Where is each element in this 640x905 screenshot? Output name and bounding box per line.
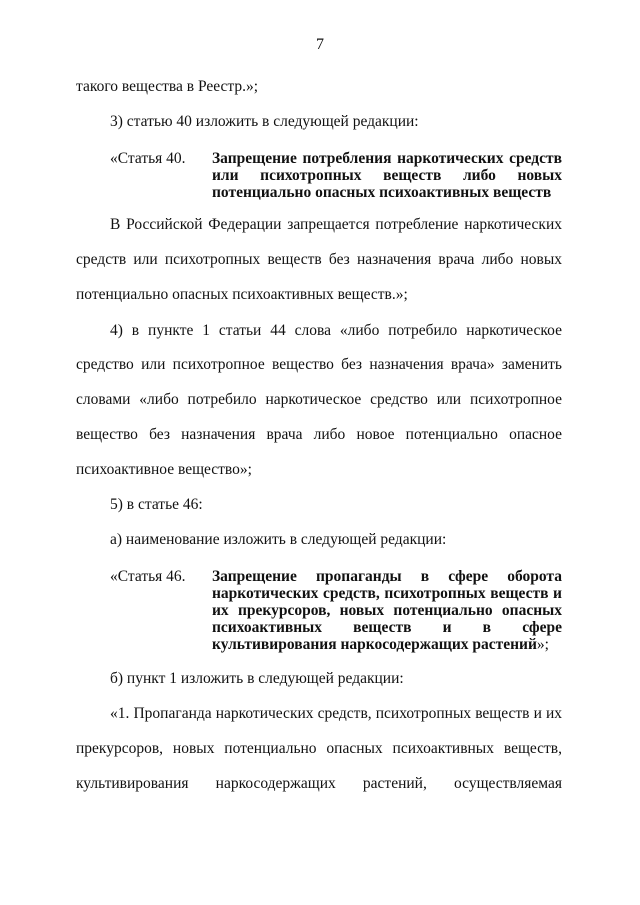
text-line: 3) статью 40 изложить в следующей редакции: (110, 113, 419, 130)
text-line: потенциально опасных психоактивных веществ.»; (76, 286, 408, 303)
heading-line: или психотропных веществ либо новых (212, 167, 562, 184)
heading-line: их прекурсоров, новых потенциально опасных (212, 602, 562, 619)
page-number: 7 (316, 36, 324, 53)
text-line: а) наименование изложить в следующей редакции: (110, 531, 447, 548)
text-line: б) пункт 1 изложить в следующей редакции: (110, 670, 404, 687)
heading-line: Запрещение пропаганды в сфере оборота (212, 568, 562, 585)
text-line: средство или психотропное вещество без назначения врача» заменить (76, 356, 562, 373)
heading-line: наркотических средств, психотропных веществ и (212, 585, 562, 602)
text-line: вещество без назначения врача либо новое потенциально опасное (76, 426, 562, 443)
text-line: средств или психотропных веществ без назначения врача либо новых (76, 251, 562, 268)
heading-line: психоактивных веществ и в сфере (212, 619, 562, 636)
text-line: прекурсоров, новых потенциально опасных психоактивных веществ, (76, 740, 562, 757)
heading-text: культивирования наркосодержащих растений (212, 636, 537, 653)
article-40-label: «Статья 40. (110, 150, 186, 167)
heading-end: »; (536, 636, 549, 653)
article-46-label: «Статья 46. (110, 568, 186, 585)
text-line: культивирования наркосодержащих растений, осуществляемая (76, 775, 562, 792)
article-40-heading (212, 150, 562, 201)
heading-line: Запрещение потребления наркотических средств (212, 150, 562, 167)
text-line: 4) в пункте 1 статьи 44 слова «либо потребило наркотическое (110, 322, 562, 339)
text-line: В Российской Федерации запрещается потребление наркотических (110, 216, 562, 233)
text-line: словами «либо потребило наркотическое средство или психотропное (76, 391, 562, 408)
text-line: такого вещества в Реестр.»; (76, 78, 259, 95)
text-line: 5) в статье 46: (110, 496, 203, 513)
text-line: «1. Пропаганда наркотических средств, психотропных веществ и их (110, 705, 562, 722)
article-46-heading (212, 568, 562, 653)
heading-line: потенциально опасных психоактивных веществ (212, 184, 552, 201)
heading-line (212, 636, 562, 653)
text-line: психоактивное вещество»; (76, 461, 252, 478)
